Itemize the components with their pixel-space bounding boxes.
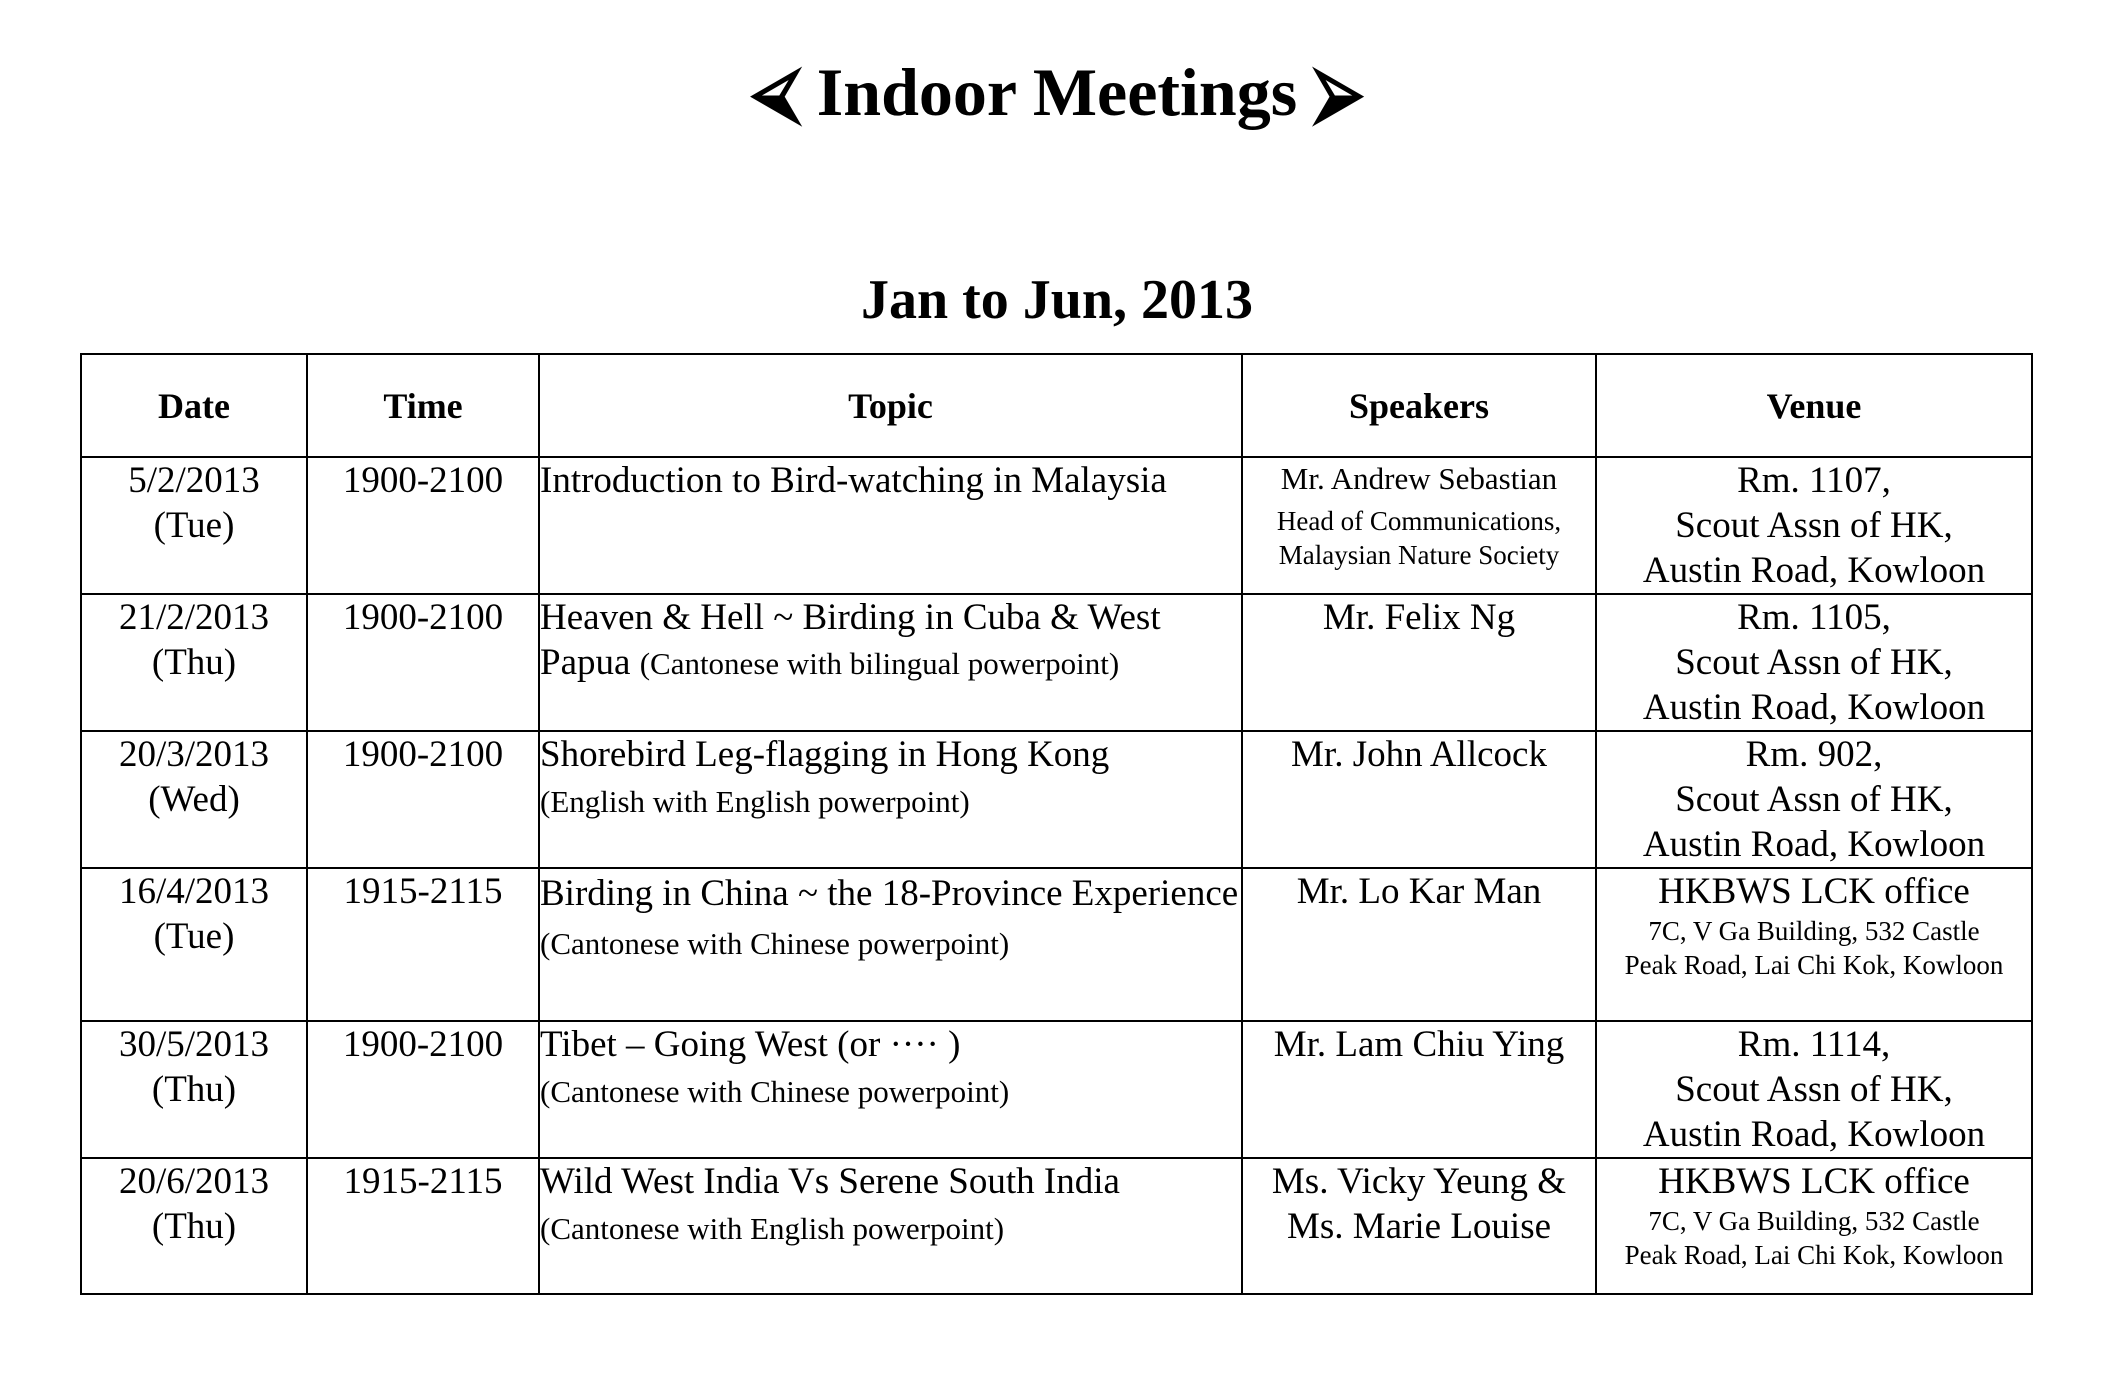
speaker-cell: Mr. Lam Chiu Ying [1242, 1021, 1596, 1158]
topic-text: Wild West India Vs Serene South India [540, 1161, 1120, 1202]
venue-line: Scout Assn of HK, [1675, 642, 1953, 683]
topic-text: Shorebird Leg-flagging in Hong Kong [540, 734, 1110, 775]
venue-line: Austin Road, Kowloon [1642, 550, 1986, 591]
topic-text: Introduction to Bird-watching in Malaysia [540, 460, 1167, 501]
venue-line: Austin Road, Kowloon [1642, 1114, 1986, 1155]
date-text: 30/5/2013 [118, 1024, 270, 1065]
meetings-table [80, 353, 2033, 1295]
page-title [0, 54, 2114, 130]
venue-name: HKBWS LCK office [1658, 871, 1970, 912]
right-arrow-icon: ⮚ [1314, 54, 1363, 130]
venue-cell [1596, 1021, 2032, 1158]
venue-address: 7C, V Ga Building, 532 Castle [1648, 1206, 1980, 1236]
left-arrow-icon: ⮘ [751, 54, 800, 130]
venue-line: Austin Road, Kowloon [1642, 824, 1986, 865]
header-speakers: Speakers [1242, 354, 1596, 457]
header-time: Time [307, 354, 539, 457]
topic-language-note: (Cantonese with Chinese powerpoint) [540, 926, 1010, 961]
topic-cell [539, 868, 1242, 1021]
topic-cell [539, 594, 1242, 731]
time-cell: 1915-2115 [307, 868, 539, 1021]
venue-cell [1596, 594, 2032, 731]
date-cell [81, 1021, 307, 1158]
page-subtitle: Jan to Jun, 2013 [860, 269, 1254, 331]
time-cell: 1900-2100 [307, 731, 539, 868]
day-text: (Thu) [151, 642, 237, 683]
venue-line: Scout Assn of HK, [1675, 505, 1953, 546]
topic-language-note: (English with English powerpoint) [540, 784, 970, 819]
speaker-org: Malaysian Nature Society [1278, 540, 1560, 570]
date-cell [81, 1158, 307, 1294]
venue-line: Scout Assn of HK, [1675, 1069, 1953, 1110]
speaker-cell [1242, 1158, 1596, 1294]
day-text: (Tue) [153, 916, 235, 957]
topic-cell [539, 1021, 1242, 1158]
header-venue: Venue [1596, 354, 2032, 457]
venue-line: Rm. 1114, [1737, 1024, 1891, 1065]
table-row [81, 868, 2032, 1021]
time-cell: 1915-2115 [307, 1158, 539, 1294]
topic-cell [539, 457, 1242, 594]
topic-text: Heaven & Hell ~ Birding in Cuba & West Papua [540, 597, 1161, 683]
speaker-name: Ms. Vicky Yeung & [1271, 1161, 1567, 1202]
speaker-cell: Mr. Felix Ng [1242, 594, 1596, 731]
date-cell [81, 868, 307, 1021]
date-cell [81, 457, 307, 594]
venue-line: Scout Assn of HK, [1675, 779, 1953, 820]
venue-line: Rm. 1107, [1737, 460, 1891, 501]
speaker-cell: Mr. Lo Kar Man [1242, 868, 1596, 1021]
speaker-name: Ms. Marie Louise [1286, 1206, 1552, 1247]
venue-line: Austin Road, Kowloon [1642, 687, 1986, 728]
speaker-name: Mr. Andrew Sebastian [1280, 461, 1558, 496]
venue-name: HKBWS LCK office [1658, 1161, 1970, 1202]
topic-text: Birding in China ~ the 18-Province Experience [540, 873, 1239, 914]
venue-cell [1596, 1158, 2032, 1294]
topic-cell [539, 1158, 1242, 1294]
day-text: (Thu) [151, 1206, 237, 1247]
table-header-row [81, 354, 2032, 457]
date-cell [81, 594, 307, 731]
speaker-cell: Mr. John Allcock [1242, 731, 1596, 868]
table-row [81, 1158, 2032, 1294]
day-text: (Tue) [153, 505, 235, 546]
table-row [81, 1021, 2032, 1158]
day-text: (Thu) [151, 1069, 237, 1110]
time-cell: 1900-2100 [307, 457, 539, 594]
header-topic: Topic [539, 354, 1242, 457]
venue-cell [1596, 457, 2032, 594]
venue-cell [1596, 731, 2032, 868]
topic-language-note: (Cantonese with English powerpoint) [540, 1211, 1005, 1246]
table-row [81, 457, 2032, 594]
topic-language-note: (Cantonese with bilingual powerpoint) [639, 646, 1120, 681]
venue-address: 7C, V Ga Building, 532 Castle [1648, 916, 1980, 946]
venue-line: Rm. 1105, [1737, 597, 1891, 638]
time-cell: 1900-2100 [307, 594, 539, 731]
date-text: 16/4/2013 [118, 871, 270, 912]
date-text: 20/6/2013 [118, 1161, 270, 1202]
date-text: 5/2/2013 [128, 460, 260, 501]
venue-line: Rm. 902, [1745, 734, 1883, 775]
venue-address: Peak Road, Lai Chi Kok, Kowloon [1624, 1240, 2004, 1270]
day-text: (Wed) [148, 779, 240, 820]
topic-cell [539, 731, 1242, 868]
date-cell [81, 731, 307, 868]
venue-address: Peak Road, Lai Chi Kok, Kowloon [1624, 950, 2004, 980]
header-date: Date [81, 354, 307, 457]
table-row [81, 731, 2032, 868]
speaker-cell [1242, 457, 1596, 594]
page-title-text: Indoor Meetings [816, 54, 1298, 130]
date-text: 20/3/2013 [118, 734, 270, 775]
speaker-title: Head of Communications, [1276, 506, 1562, 536]
date-text: 21/2/2013 [118, 597, 270, 638]
topic-text: Tibet – Going West (or ···· ) [540, 1024, 961, 1065]
table-row [81, 594, 2032, 731]
venue-cell [1596, 868, 2032, 1021]
time-cell: 1900-2100 [307, 1021, 539, 1158]
topic-language-note: (Cantonese with Chinese powerpoint) [540, 1074, 1010, 1109]
